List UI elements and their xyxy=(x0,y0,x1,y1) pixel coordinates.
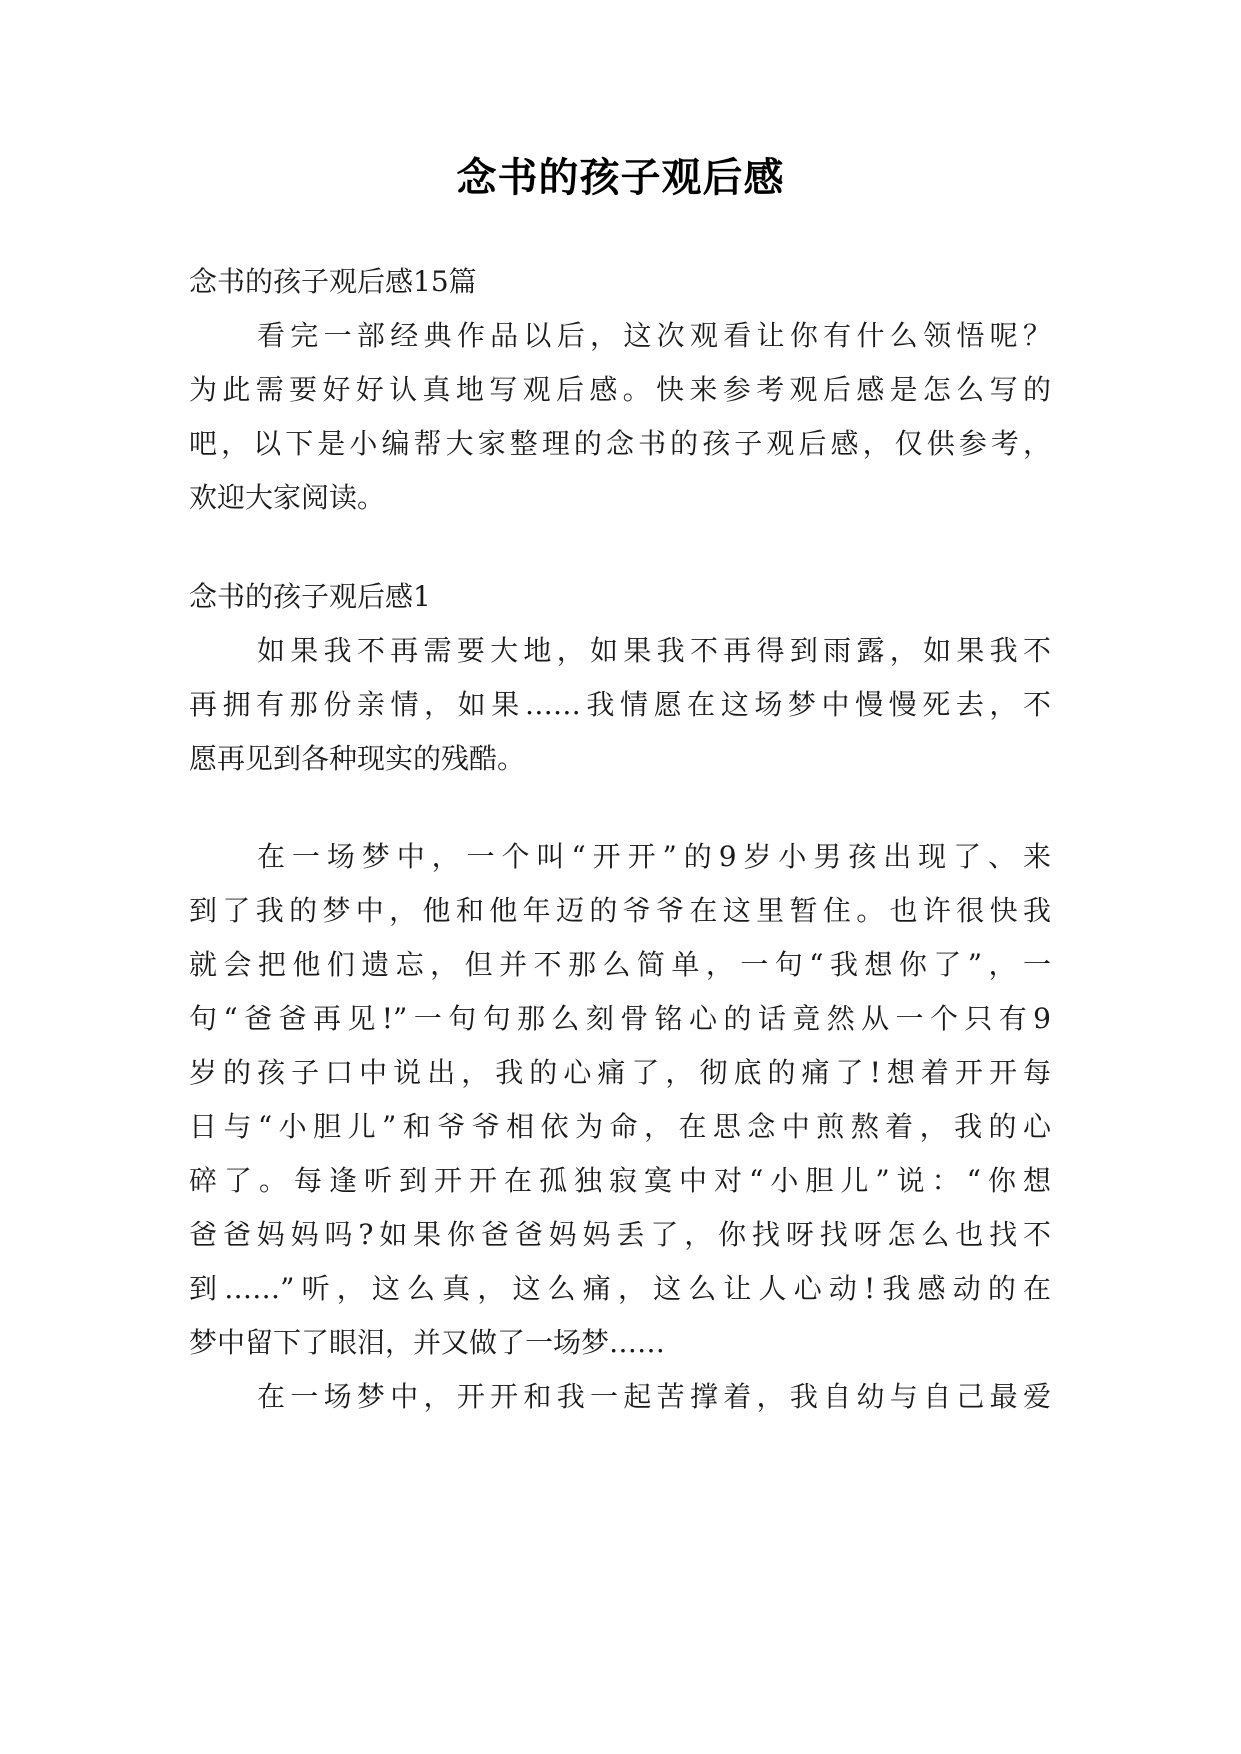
para3-line-1: 在一场梦中，开开和我一起苦撑着，我自幼与自己最爱 xyxy=(257,1380,1051,1413)
intro-line-4: 欢迎大家阅读。 xyxy=(189,481,386,514)
para2-line-4: 句“爸爸再见!”一句句那么刻骨铭心的话竟然从一个只有9 xyxy=(189,1002,1051,1035)
para2-line-1: 在一场梦中，一个叫“开开”的9岁小男孩出现了、来 xyxy=(257,840,1051,873)
para2-line-8: 爸爸妈妈吗?如果你爸爸妈妈丢了，你找呀找呀怎么也找不 xyxy=(189,1218,1051,1251)
para1-line-1: 如果我不再需要大地，如果我不再得到雨露，如果我不 xyxy=(257,634,1051,667)
document-title: 念书的孩子观后感 xyxy=(456,155,785,201)
document-subtitle: 念书的孩子观后感15篇 xyxy=(189,265,477,298)
intro-line-2: 为此需要好好认真地写观后感。快来参考观后感是怎么写的 xyxy=(189,373,1051,406)
para2-line-9: 到……”听，这么真，这么痛，这么让人心动!我感动的在 xyxy=(189,1272,1051,1305)
section-heading: 念书的孩子观后感1 xyxy=(189,580,431,613)
intro-line-1: 看完一部经典作品以后，这次观看让你有什么领悟呢？ xyxy=(257,319,1051,352)
para2-line-5: 岁的孩子口中说出，我的心痛了，彻底的痛了!想着开开每 xyxy=(189,1056,1051,1089)
para1-line-3: 愿再见到各种现实的残酷。 xyxy=(189,742,526,775)
para1-line-2: 再拥有那份亲情，如果……我情愿在这场梦中慢慢死去，不 xyxy=(189,688,1051,721)
intro-line-3: 吧，以下是小编帮大家整理的念书的孩子观后感，仅供参考， xyxy=(189,427,1051,460)
para2-line-2: 到了我的梦中，他和他年迈的爷爷在这里暂住。也许很快我 xyxy=(189,894,1051,927)
para2-line-10: 梦中留下了眼泪，并又做了一场梦…… xyxy=(189,1326,666,1359)
para2-line-6: 日与“小胆儿”和爷爷相依为命，在思念中煎熬着，我的心 xyxy=(189,1110,1051,1143)
para2-line-7: 碎了。每逢听到开开在孤独寂寞中对“小胆儿”说：“你想 xyxy=(189,1164,1051,1197)
para2-line-3: 就会把他们遗忘，但并不那么简单，一句“我想你了”，一 xyxy=(189,948,1051,981)
